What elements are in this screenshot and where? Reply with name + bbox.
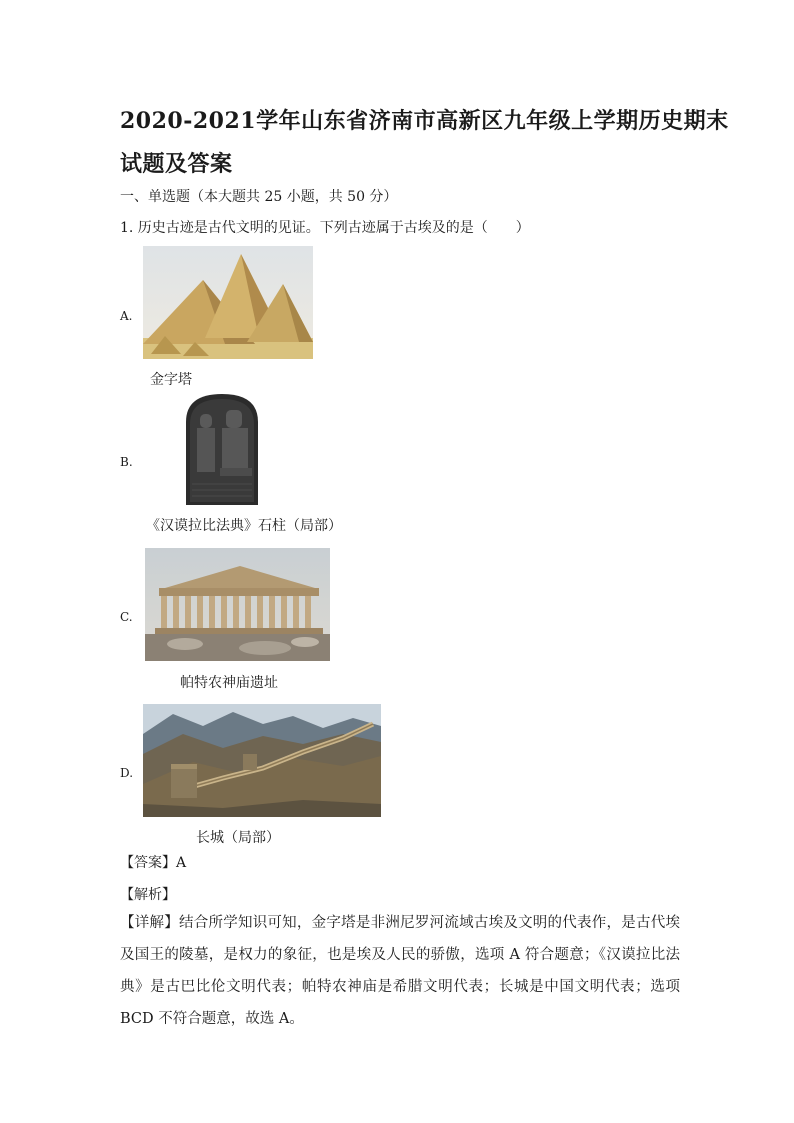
option-a-caption: 金字塔 bbox=[150, 372, 192, 388]
option-c-caption: 帕特农神庙遗址 bbox=[180, 675, 278, 691]
parthenon-photo-icon bbox=[145, 548, 330, 661]
option-d-letter: D. bbox=[120, 766, 134, 780]
option-b-letter: B. bbox=[120, 455, 133, 469]
option-a-letter: A. bbox=[120, 309, 133, 323]
section-heading: 一、单选题（本大题共 25 小题，共 50 分） bbox=[120, 189, 398, 205]
analysis-label: 【解析】 bbox=[120, 887, 176, 903]
hammurabi-stele-photo-icon bbox=[182, 392, 262, 505]
option-c-letter: C. bbox=[120, 610, 133, 624]
great-wall-photo-icon bbox=[143, 704, 381, 817]
question-text: 1. 历史古迹是古代文明的见证。下列古迹属于古埃及的是（ ） bbox=[120, 220, 530, 236]
option-d-caption: 长城（局部） bbox=[196, 830, 280, 846]
page-title-line-2: 试题及答案 bbox=[120, 151, 233, 177]
page-title-line-1: 2020-2021学年山东省济南市高新区九年级上学期历史期末 bbox=[120, 108, 729, 134]
detail-paragraph: 【详解】结合所学知识可知，金字塔是非洲尼罗河流域古埃及文明的代表作，是古代埃及国王的陵墓，是权力的象征，也是埃及人民的骄傲，选项 A 符合题意；《汉谟拉比法典》是古巴比伦文明代表；帕特农神庙是希腊文明代表；长城是中国文明代表；选项 BCD 不符合题意，故选 A。 bbox=[120, 915, 680, 1027]
pyramids-photo-icon bbox=[143, 246, 313, 359]
option-b-caption: 《汉谟拉比法典》石柱（局部） bbox=[146, 518, 342, 534]
answer-line: 【答案】A bbox=[120, 855, 187, 871]
